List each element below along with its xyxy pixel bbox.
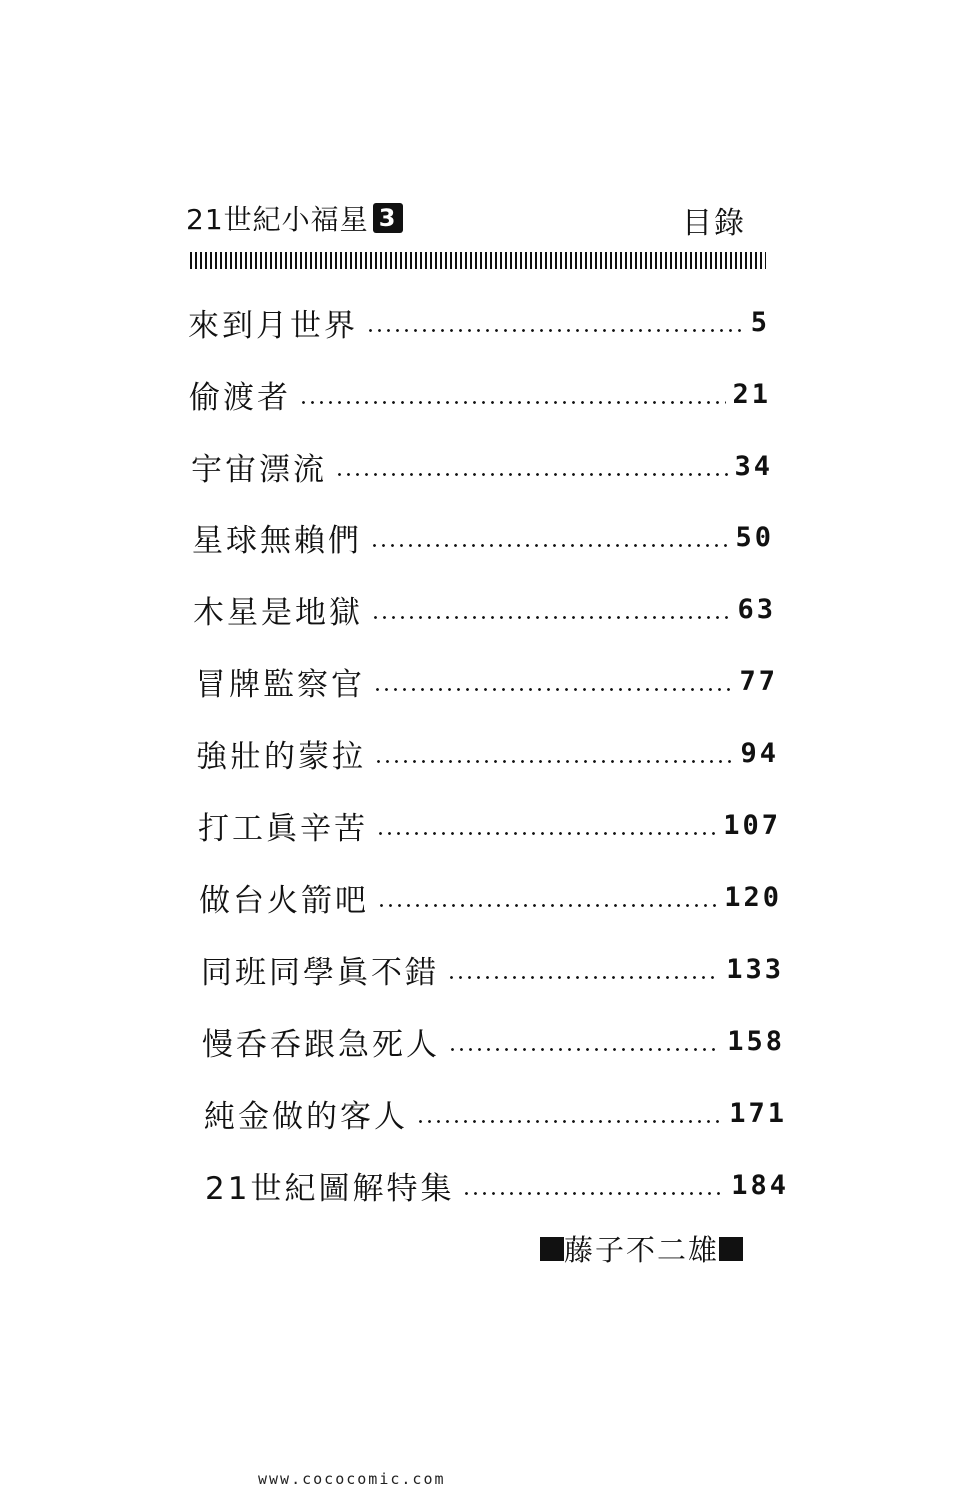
- dot-leader: [448, 1048, 721, 1051]
- dot-leader: [371, 616, 731, 619]
- toc-item-title: 同班同學眞不錯: [201, 954, 439, 991]
- toc-item-page: 94: [740, 737, 779, 769]
- square-mark-right: [719, 1237, 743, 1261]
- toc-item: [193, 587, 776, 631]
- toc-item-page: 77: [739, 665, 778, 697]
- toc-item: [198, 803, 781, 847]
- dot-leader: [370, 544, 729, 547]
- dot-leader: [374, 760, 734, 763]
- toc-item-page: 50: [735, 521, 774, 553]
- toc-item-title: 木星是地獄: [193, 594, 363, 631]
- toc-item-title: 21世紀圖解特集: [205, 1170, 455, 1207]
- author-credit: [540, 1228, 743, 1269]
- dot-leader: [447, 976, 720, 979]
- toc-item-title: 做台火箭吧: [199, 882, 369, 919]
- toc-item: [189, 372, 771, 416]
- toc-item-title: 冒牌監察官: [195, 666, 365, 703]
- toc-item: [188, 300, 770, 344]
- dot-leader: [377, 904, 718, 907]
- dot-leader: [416, 1120, 723, 1123]
- toc-item: [204, 1091, 787, 1135]
- series-title-text: 21世紀小福星: [186, 203, 369, 236]
- toc-item-title: 打工眞辛苦: [198, 810, 368, 847]
- toc-item-page: 5: [750, 306, 770, 338]
- toc-heading: 目錄: [682, 206, 746, 241]
- toc-item-page: 184: [731, 1169, 789, 1201]
- toc-item: [199, 875, 782, 919]
- square-mark-left: [540, 1237, 564, 1261]
- toc-item-title: 宇宙漂流: [191, 451, 327, 488]
- toc-item-title: 慢呑呑跟急死人: [202, 1026, 440, 1063]
- dot-leader: [376, 832, 717, 835]
- toc-item-page: 171: [729, 1097, 787, 1129]
- dot-leader: [373, 688, 733, 691]
- toc-item-page: 133: [726, 953, 784, 985]
- toc-item-page: 21: [732, 378, 771, 410]
- toc-item: [202, 1019, 785, 1063]
- dot-leader: [335, 473, 728, 476]
- site-watermark: www.cococomic.com: [258, 1470, 446, 1488]
- toc-item: [195, 659, 778, 703]
- dot-leader: [299, 401, 726, 404]
- toc-item: [201, 947, 784, 991]
- toc-item-page: 158: [727, 1025, 785, 1057]
- toc-item-title: 純金做的客人: [204, 1098, 408, 1135]
- dot-leader: [366, 329, 745, 332]
- toc-item-title: 偷渡者: [189, 379, 291, 416]
- toc-item-page: 63: [737, 593, 776, 625]
- toc-item-page: 34: [734, 450, 773, 482]
- toc-item-page: 107: [723, 809, 781, 841]
- volume-badge: 3: [373, 203, 403, 233]
- toc-item-title: 強壯的蒙拉: [196, 738, 366, 775]
- toc-item-title: 來到月世界: [188, 307, 358, 344]
- author-name: 藤子不二雄: [564, 1233, 720, 1267]
- toc-item: [205, 1163, 789, 1207]
- toc-item: [191, 444, 773, 488]
- dot-leader: [462, 1192, 725, 1195]
- toc-item-page: 120: [724, 881, 782, 913]
- toc-item-title: 星球無賴們: [192, 522, 362, 559]
- toc-item: [196, 731, 779, 775]
- toc-item: [192, 515, 774, 559]
